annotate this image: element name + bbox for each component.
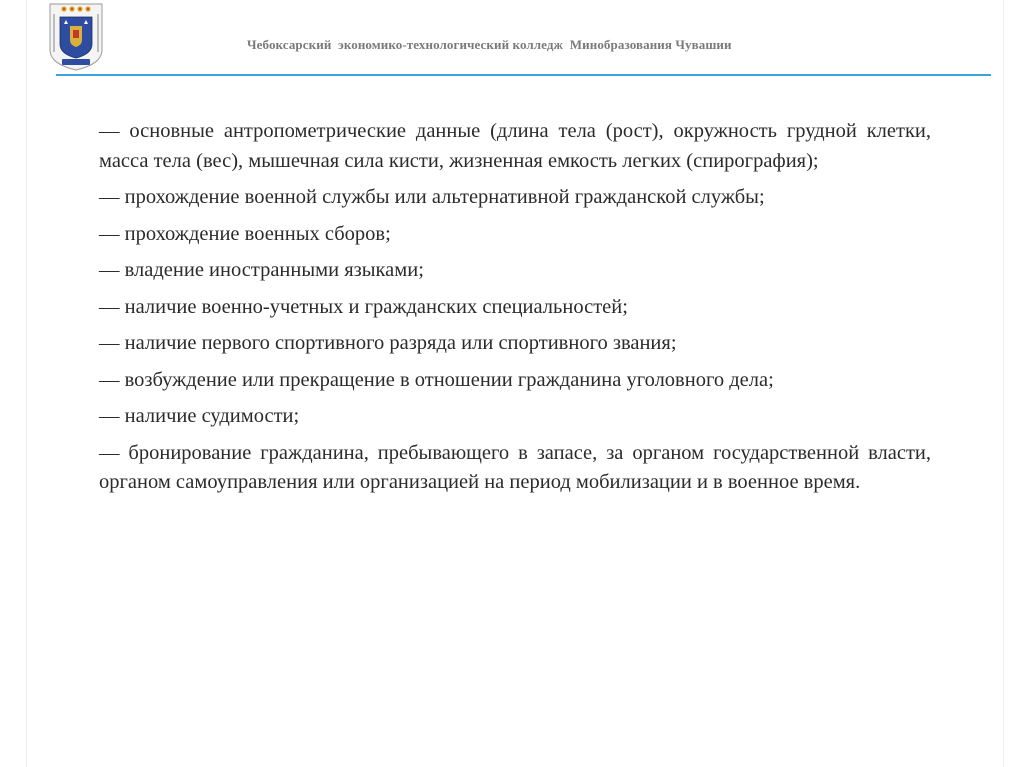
list-item: — возбуждение или прекращение в отношении гражданина уголовного дела; [99,368,774,391]
bullet-list [99,117,931,505]
list-item: — наличие первого спортивного разряда или спортивного звания; [99,332,677,354]
college-logo [46,0,106,72]
header-title: Чебоксарский экономико-технологический колледж Минобразования Чувашии [247,37,732,52]
header-divider [56,74,991,76]
slide-border-left [26,0,27,767]
list-item: — бронирование гражданина, пребывающего в запасе, за органом государственной власти, органом самоуправления или организацией на период мобилизации и в военное время. [99,441,931,493]
slide-border-right [1003,0,1004,767]
list-item: — наличие судимости; [99,405,300,427]
list-item: — основные антропометрические данные (длина тела (рост), окружность грудной клетки, масса тела (вес), мышечная сила кисти, жизненная емкость легких (спирография); [99,120,931,172]
list-item: — прохождение военных сборов; [99,222,391,245]
list-item: — прохождение военной службы или альтернативной гражданской службы; [99,186,765,208]
list-item: — владение иностранными языками; [99,259,424,281]
list-item: — наличие военно-учетных и гражданских специальностей; [99,295,628,318]
